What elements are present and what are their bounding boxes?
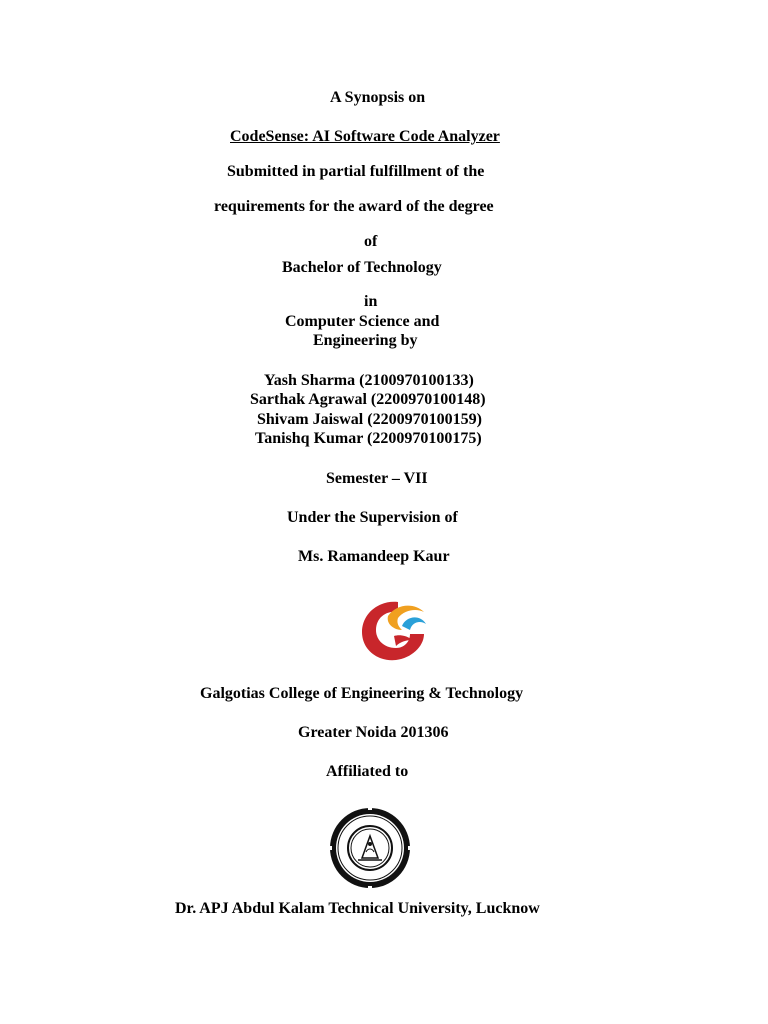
of-text: of <box>364 233 378 250</box>
college-city: Greater Noida 201306 <box>298 724 449 741</box>
university-seal <box>324 804 416 892</box>
in-text: in <box>364 293 378 310</box>
submitted-line-2: requirements for the award of the degree <box>214 198 494 215</box>
supervision-label: Under the Supervision of <box>287 509 458 526</box>
student-3: Shivam Jaiswal (2200970100159) <box>257 411 482 428</box>
college-name: Galgotias College of Engineering & Technology <box>200 685 524 702</box>
affiliated-to: Affiliated to <box>326 763 409 780</box>
project-title: CodeSense: AI Software Code Analyzer <box>230 128 500 145</box>
branch-line-2: Engineering by <box>313 332 418 349</box>
synopsis-heading: A Synopsis on <box>330 89 426 106</box>
student-2: Sarthak Agrawal (2200970100148) <box>250 391 486 408</box>
semester: Semester – VII <box>326 470 428 487</box>
student-1: Yash Sharma (2100970100133) <box>264 372 474 389</box>
student-4: Tanishq Kumar (2200970100175) <box>255 430 482 447</box>
supervisor-name: Ms. Ramandeep Kaur <box>298 548 450 565</box>
college-logo <box>358 596 430 664</box>
university-name: Dr. APJ Abdul Kalam Technical University, Lucknow <box>175 900 540 917</box>
branch-line-1: Computer Science and <box>285 313 440 330</box>
submitted-line-1: Submitted in partial fulfillment of the <box>227 163 485 180</box>
degree-name: Bachelor of Technology <box>282 259 442 276</box>
